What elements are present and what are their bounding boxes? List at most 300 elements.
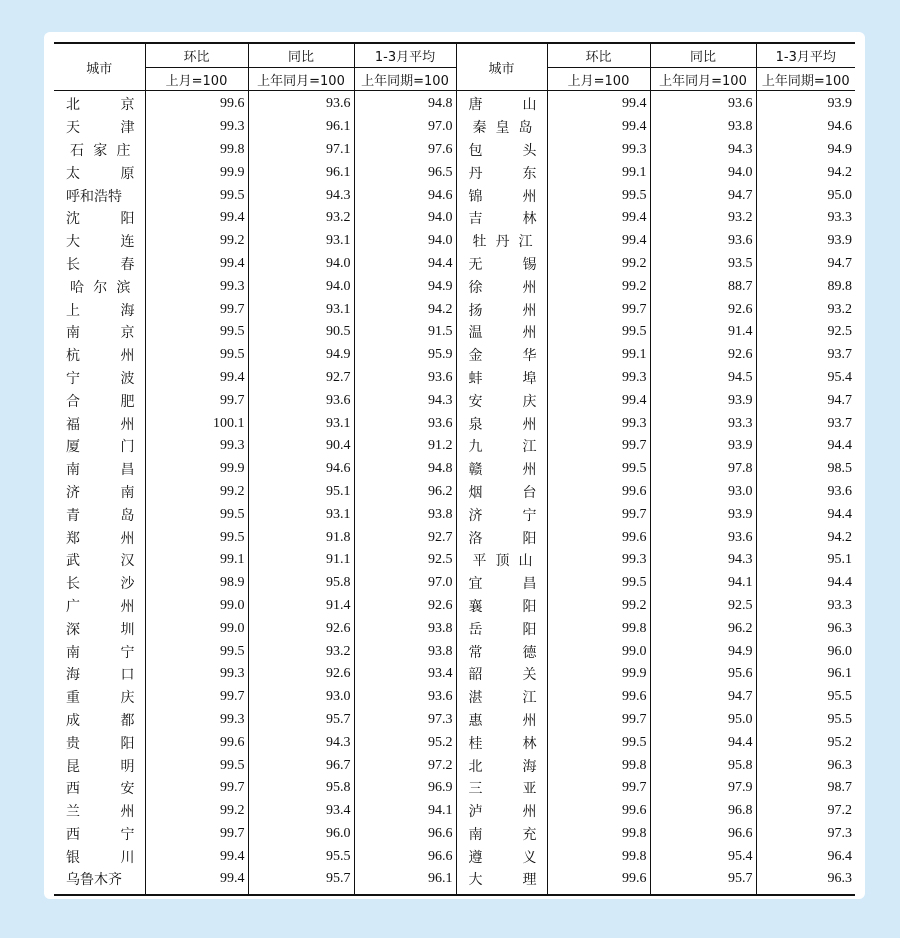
mom-value-right: 99.8 bbox=[547, 617, 650, 640]
avg-value-right: 97.2 bbox=[756, 800, 855, 823]
yoy-value-right: 94.3 bbox=[650, 549, 756, 572]
mom-value-right: 99.6 bbox=[547, 800, 650, 823]
mom-value-left: 99.5 bbox=[145, 526, 248, 549]
yoy-value-left: 93.2 bbox=[248, 207, 354, 230]
avg-value-right: 95.1 bbox=[756, 549, 855, 572]
avg-value-right: 92.5 bbox=[756, 321, 855, 344]
city-label: 牡 丹 江 bbox=[472, 234, 533, 251]
table-row bbox=[54, 731, 855, 754]
mom-value-left: 99.7 bbox=[145, 389, 248, 412]
header-mom-left: 环比 bbox=[145, 43, 248, 68]
header-yoy-right: 同比 bbox=[650, 43, 756, 68]
city-name-right bbox=[456, 412, 547, 435]
header-city-right: 城市 bbox=[456, 43, 547, 91]
avg-value-left: 93.6 bbox=[354, 367, 456, 390]
mom-value-left: 99.5 bbox=[145, 503, 248, 526]
yoy-value-left: 95.8 bbox=[248, 777, 354, 800]
table-row bbox=[54, 275, 855, 298]
header-city-left: 城市 bbox=[86, 61, 113, 77]
city-label: 大 理 bbox=[468, 872, 537, 889]
city-name-left bbox=[54, 526, 145, 549]
yoy-value-right: 93.6 bbox=[650, 91, 756, 116]
yoy-value-right: 93.2 bbox=[650, 207, 756, 230]
avg-value-right: 96.4 bbox=[756, 845, 855, 868]
mom-value-right: 99.6 bbox=[547, 686, 650, 709]
city-name-left bbox=[54, 777, 145, 800]
mom-value-left: 99.8 bbox=[145, 139, 248, 162]
city-name-left bbox=[54, 686, 145, 709]
city-label: 西 安 bbox=[66, 781, 135, 798]
yoy-value-right: 95.0 bbox=[650, 709, 756, 732]
mom-value-left: 99.2 bbox=[145, 230, 248, 253]
avg-value-left: 93.4 bbox=[354, 663, 456, 686]
table-row bbox=[54, 777, 855, 800]
city-name-left bbox=[54, 503, 145, 526]
city-name-left bbox=[54, 868, 145, 895]
avg-value-left: 97.0 bbox=[354, 572, 456, 595]
mom-value-right: 99.6 bbox=[547, 868, 650, 895]
table-row bbox=[54, 230, 855, 253]
yoy-value-right: 95.4 bbox=[650, 845, 756, 868]
yoy-value-left: 90.4 bbox=[248, 435, 354, 458]
table-row bbox=[54, 845, 855, 868]
yoy-value-left: 94.0 bbox=[248, 275, 354, 298]
yoy-value-left: 95.5 bbox=[248, 845, 354, 868]
city-label: 包 头 bbox=[468, 142, 537, 159]
mom-value-right: 99.3 bbox=[547, 549, 650, 572]
yoy-value-right: 94.4 bbox=[650, 731, 756, 754]
city-label: 安 庆 bbox=[468, 393, 537, 410]
avg-value-left: 97.2 bbox=[354, 754, 456, 777]
table-row bbox=[54, 139, 855, 162]
price-index-table bbox=[54, 42, 855, 896]
city-label: 南 昌 bbox=[66, 462, 135, 479]
mom-value-right: 99.4 bbox=[547, 116, 650, 139]
city-name-left bbox=[54, 275, 145, 298]
city-label: 蚌 埠 bbox=[468, 370, 537, 387]
yoy-value-right: 97.8 bbox=[650, 458, 756, 481]
mom-value-right: 99.0 bbox=[547, 640, 650, 663]
city-name-left bbox=[54, 207, 145, 230]
avg-value-left: 96.6 bbox=[354, 823, 456, 846]
table-card bbox=[44, 32, 865, 899]
mom-value-right: 99.1 bbox=[547, 344, 650, 367]
avg-value-left: 94.2 bbox=[354, 298, 456, 321]
avg-value-left: 96.9 bbox=[354, 777, 456, 800]
yoy-value-right: 94.9 bbox=[650, 640, 756, 663]
avg-value-right: 93.9 bbox=[756, 230, 855, 253]
city-label: 石 家 庄 bbox=[70, 142, 131, 159]
avg-value-right: 96.3 bbox=[756, 617, 855, 640]
mom-value-right: 99.5 bbox=[547, 321, 650, 344]
yoy-value-left: 92.7 bbox=[248, 367, 354, 390]
yoy-value-right: 92.6 bbox=[650, 344, 756, 367]
avg-value-right: 94.9 bbox=[756, 139, 855, 162]
mom-value-right: 99.5 bbox=[547, 184, 650, 207]
city-label: 吉 林 bbox=[468, 211, 537, 228]
yoy-value-right: 93.9 bbox=[650, 435, 756, 458]
mom-value-left: 99.5 bbox=[145, 754, 248, 777]
yoy-value-left: 90.5 bbox=[248, 321, 354, 344]
header-mom-base-left: 上月=100 bbox=[145, 68, 248, 91]
city-label: 岳 阳 bbox=[468, 621, 537, 638]
city-name-left bbox=[54, 823, 145, 846]
city-name-left bbox=[54, 161, 145, 184]
mom-value-left: 99.3 bbox=[145, 435, 248, 458]
city-label: 沈 阳 bbox=[66, 211, 135, 228]
yoy-value-right: 93.3 bbox=[650, 412, 756, 435]
city-label: 遵 义 bbox=[468, 849, 537, 866]
table-row bbox=[54, 458, 855, 481]
table-row bbox=[54, 298, 855, 321]
city-label: 呼和浩特 bbox=[66, 188, 122, 205]
mom-value-left: 100.1 bbox=[145, 412, 248, 435]
city-label: 金 华 bbox=[468, 348, 537, 365]
header-yoy-left: 同比 bbox=[248, 43, 354, 68]
yoy-value-right: 95.6 bbox=[650, 663, 756, 686]
city-name-right bbox=[456, 139, 547, 162]
city-name-right bbox=[456, 800, 547, 823]
city-name-left bbox=[54, 321, 145, 344]
city-label: 赣 州 bbox=[468, 462, 537, 479]
table-row bbox=[54, 868, 855, 895]
mom-value-right: 99.5 bbox=[547, 458, 650, 481]
yoy-value-right: 93.8 bbox=[650, 116, 756, 139]
mom-value-right: 99.7 bbox=[547, 298, 650, 321]
city-label: 襄 阳 bbox=[468, 598, 537, 615]
table-row bbox=[54, 184, 855, 207]
mom-value-left: 99.7 bbox=[145, 686, 248, 709]
yoy-value-right: 93.6 bbox=[650, 230, 756, 253]
city-name-right bbox=[456, 572, 547, 595]
avg-value-right: 96.1 bbox=[756, 663, 855, 686]
city-name-left bbox=[54, 549, 145, 572]
city-name-right bbox=[456, 868, 547, 895]
avg-value-right: 94.7 bbox=[756, 253, 855, 276]
city-name-left bbox=[54, 230, 145, 253]
avg-value-left: 97.6 bbox=[354, 139, 456, 162]
city-name-right bbox=[456, 640, 547, 663]
table-row bbox=[54, 800, 855, 823]
city-name-left bbox=[54, 367, 145, 390]
table-row bbox=[54, 595, 855, 618]
mom-value-right: 99.4 bbox=[547, 91, 650, 116]
city-name-right bbox=[456, 435, 547, 458]
city-label: 福 州 bbox=[66, 416, 135, 433]
avg-value-right: 95.5 bbox=[756, 709, 855, 732]
yoy-value-right: 96.8 bbox=[650, 800, 756, 823]
avg-value-right: 94.2 bbox=[756, 526, 855, 549]
city-label: 锦 州 bbox=[468, 188, 537, 205]
avg-value-right: 96.3 bbox=[756, 754, 855, 777]
mom-value-right: 99.3 bbox=[547, 367, 650, 390]
city-name-left bbox=[54, 389, 145, 412]
avg-value-right: 98.5 bbox=[756, 458, 855, 481]
mom-value-right: 99.4 bbox=[547, 230, 650, 253]
avg-value-right: 93.2 bbox=[756, 298, 855, 321]
mom-value-right: 99.2 bbox=[547, 253, 650, 276]
mom-value-left: 99.4 bbox=[145, 253, 248, 276]
table-row bbox=[54, 617, 855, 640]
mom-value-right: 99.6 bbox=[547, 526, 650, 549]
yoy-value-left: 96.7 bbox=[248, 754, 354, 777]
header-avg-right: 1-3月平均 bbox=[756, 43, 855, 68]
yoy-value-left: 95.7 bbox=[248, 709, 354, 732]
city-name-left bbox=[54, 595, 145, 618]
yoy-value-right: 92.5 bbox=[650, 595, 756, 618]
table-row bbox=[54, 91, 855, 116]
city-label: 上 海 bbox=[66, 302, 135, 319]
avg-value-left: 94.0 bbox=[354, 230, 456, 253]
yoy-value-right: 94.7 bbox=[650, 686, 756, 709]
city-name-left bbox=[54, 640, 145, 663]
avg-value-left: 94.0 bbox=[354, 207, 456, 230]
table-row bbox=[54, 640, 855, 663]
city-label: 丹 东 bbox=[468, 165, 537, 182]
city-label: 贵 阳 bbox=[66, 735, 135, 752]
mom-value-right: 99.2 bbox=[547, 595, 650, 618]
city-name-right bbox=[456, 458, 547, 481]
yoy-value-left: 96.0 bbox=[248, 823, 354, 846]
table-row bbox=[54, 526, 855, 549]
yoy-value-right: 96.6 bbox=[650, 823, 756, 846]
avg-value-left: 93.6 bbox=[354, 686, 456, 709]
avg-value-left: 94.3 bbox=[354, 389, 456, 412]
yoy-value-right: 93.0 bbox=[650, 481, 756, 504]
mom-value-left: 99.6 bbox=[145, 731, 248, 754]
city-label: 唐 山 bbox=[468, 97, 537, 114]
city-label: 温 州 bbox=[468, 325, 537, 342]
city-name-right bbox=[456, 321, 547, 344]
mom-value-left: 99.6 bbox=[145, 91, 248, 116]
yoy-value-right: 93.6 bbox=[650, 526, 756, 549]
yoy-value-left: 93.0 bbox=[248, 686, 354, 709]
mom-value-left: 99.0 bbox=[145, 617, 248, 640]
yoy-value-left: 93.6 bbox=[248, 389, 354, 412]
city-label: 南 充 bbox=[468, 826, 537, 843]
header-avg-base-right: 上年同期=100 bbox=[756, 68, 855, 91]
mom-value-right: 99.4 bbox=[547, 389, 650, 412]
city-label: 扬 州 bbox=[468, 302, 537, 319]
yoy-value-left: 92.6 bbox=[248, 663, 354, 686]
city-name-left bbox=[54, 253, 145, 276]
yoy-value-left: 94.3 bbox=[248, 731, 354, 754]
yoy-value-left: 94.9 bbox=[248, 344, 354, 367]
city-name-right bbox=[456, 116, 547, 139]
mom-value-left: 99.2 bbox=[145, 481, 248, 504]
avg-value-right: 94.6 bbox=[756, 116, 855, 139]
mom-value-right: 99.8 bbox=[547, 754, 650, 777]
avg-value-right: 95.2 bbox=[756, 731, 855, 754]
avg-value-right: 93.7 bbox=[756, 344, 855, 367]
city-label: 南 京 bbox=[66, 325, 135, 342]
avg-value-left: 93.8 bbox=[354, 503, 456, 526]
city-name-right bbox=[456, 230, 547, 253]
avg-value-left: 94.6 bbox=[354, 184, 456, 207]
city-name-left bbox=[54, 344, 145, 367]
yoy-value-left: 93.1 bbox=[248, 412, 354, 435]
header-avg-base-left: 上年同期=100 bbox=[354, 68, 456, 91]
yoy-value-right: 94.7 bbox=[650, 184, 756, 207]
mom-value-right: 99.5 bbox=[547, 731, 650, 754]
avg-value-right: 89.8 bbox=[756, 275, 855, 298]
table-row bbox=[54, 367, 855, 390]
mom-value-right: 99.3 bbox=[547, 412, 650, 435]
table-row bbox=[54, 161, 855, 184]
city-name-left bbox=[54, 458, 145, 481]
city-label: 北 京 bbox=[66, 97, 135, 114]
yoy-value-right: 92.6 bbox=[650, 298, 756, 321]
city-name-right bbox=[456, 344, 547, 367]
mom-value-right: 99.8 bbox=[547, 823, 650, 846]
city-label: 泸 州 bbox=[468, 804, 537, 821]
city-name-right bbox=[456, 709, 547, 732]
avg-value-right: 93.3 bbox=[756, 207, 855, 230]
avg-value-right: 96.3 bbox=[756, 868, 855, 895]
table-row bbox=[54, 503, 855, 526]
avg-value-right: 93.3 bbox=[756, 595, 855, 618]
mom-value-left: 99.3 bbox=[145, 275, 248, 298]
city-label: 杭 州 bbox=[66, 348, 135, 365]
city-label: 宁 波 bbox=[66, 370, 135, 387]
city-name-left bbox=[54, 754, 145, 777]
avg-value-right: 98.7 bbox=[756, 777, 855, 800]
table-row bbox=[54, 572, 855, 595]
city-name-right bbox=[456, 663, 547, 686]
mom-value-left: 99.9 bbox=[145, 161, 248, 184]
yoy-value-left: 92.6 bbox=[248, 617, 354, 640]
mom-value-right: 99.8 bbox=[547, 845, 650, 868]
city-name-left bbox=[54, 663, 145, 686]
avg-value-right: 95.5 bbox=[756, 686, 855, 709]
city-name-right bbox=[456, 275, 547, 298]
table-row bbox=[54, 435, 855, 458]
avg-value-right: 96.0 bbox=[756, 640, 855, 663]
avg-value-left: 97.3 bbox=[354, 709, 456, 732]
yoy-value-left: 95.7 bbox=[248, 868, 354, 895]
yoy-value-right: 95.8 bbox=[650, 754, 756, 777]
city-name-right bbox=[456, 754, 547, 777]
avg-value-left: 92.7 bbox=[354, 526, 456, 549]
city-name-right bbox=[456, 389, 547, 412]
city-name-right bbox=[456, 686, 547, 709]
avg-value-left: 94.4 bbox=[354, 253, 456, 276]
city-label: 九 江 bbox=[468, 439, 537, 456]
avg-value-left: 94.8 bbox=[354, 458, 456, 481]
mom-value-left: 99.1 bbox=[145, 549, 248, 572]
mom-value-right: 99.7 bbox=[547, 435, 650, 458]
table-body bbox=[54, 91, 855, 895]
city-label: 青 岛 bbox=[66, 507, 135, 524]
city-label: 太 原 bbox=[66, 165, 135, 182]
mom-value-right: 99.4 bbox=[547, 207, 650, 230]
header-yoy-base-right: 上年同月=100 bbox=[650, 68, 756, 91]
table-header bbox=[54, 43, 855, 91]
city-label: 兰 州 bbox=[66, 804, 135, 821]
city-name-left bbox=[54, 572, 145, 595]
mom-value-left: 99.4 bbox=[145, 367, 248, 390]
city-name-right bbox=[456, 184, 547, 207]
city-label: 三 亚 bbox=[468, 781, 537, 798]
table-row bbox=[54, 549, 855, 572]
mom-value-left: 99.4 bbox=[145, 868, 248, 895]
mom-value-right: 99.3 bbox=[547, 139, 650, 162]
city-label: 长 春 bbox=[66, 256, 135, 273]
city-label: 北 海 bbox=[468, 758, 537, 775]
yoy-value-right: 93.9 bbox=[650, 389, 756, 412]
yoy-value-left: 93.2 bbox=[248, 640, 354, 663]
header-yoy-base-left: 上年同月=100 bbox=[248, 68, 354, 91]
city-label: 海 口 bbox=[66, 667, 135, 684]
city-name-left bbox=[54, 800, 145, 823]
city-name-right bbox=[456, 845, 547, 868]
mom-value-left: 99.3 bbox=[145, 663, 248, 686]
city-name-right bbox=[456, 91, 547, 116]
city-name-left bbox=[54, 184, 145, 207]
city-label: 平 顶 山 bbox=[472, 553, 533, 570]
city-label: 郑 州 bbox=[66, 530, 135, 547]
yoy-value-left: 95.8 bbox=[248, 572, 354, 595]
avg-value-right: 94.4 bbox=[756, 572, 855, 595]
table-row bbox=[54, 116, 855, 139]
avg-value-left: 96.1 bbox=[354, 868, 456, 895]
city-label: 烟 台 bbox=[468, 484, 537, 501]
avg-value-left: 96.2 bbox=[354, 481, 456, 504]
city-label: 无 锡 bbox=[468, 256, 537, 273]
yoy-value-right: 96.2 bbox=[650, 617, 756, 640]
city-name-left bbox=[54, 731, 145, 754]
mom-value-left: 99.9 bbox=[145, 458, 248, 481]
yoy-value-right: 94.5 bbox=[650, 367, 756, 390]
table-row bbox=[54, 686, 855, 709]
city-label: 桂 林 bbox=[468, 735, 537, 752]
mom-value-right: 99.5 bbox=[547, 572, 650, 595]
mom-value-right: 99.6 bbox=[547, 481, 650, 504]
table-row bbox=[54, 207, 855, 230]
yoy-value-left: 96.1 bbox=[248, 161, 354, 184]
yoy-value-left: 91.8 bbox=[248, 526, 354, 549]
mom-value-left: 99.7 bbox=[145, 823, 248, 846]
city-label: 大 连 bbox=[66, 234, 135, 251]
yoy-value-right: 95.7 bbox=[650, 868, 756, 895]
avg-value-left: 92.5 bbox=[354, 549, 456, 572]
city-label: 济 南 bbox=[66, 484, 135, 501]
city-label: 西 宁 bbox=[66, 826, 135, 843]
yoy-value-right: 94.3 bbox=[650, 139, 756, 162]
mom-value-left: 99.4 bbox=[145, 207, 248, 230]
city-label: 重 庆 bbox=[66, 690, 135, 707]
yoy-value-left: 94.3 bbox=[248, 184, 354, 207]
city-label: 银 川 bbox=[66, 849, 135, 866]
city-name-right bbox=[456, 253, 547, 276]
city-name-right bbox=[456, 367, 547, 390]
city-label: 秦 皇 岛 bbox=[472, 120, 533, 137]
city-name-left bbox=[54, 412, 145, 435]
yoy-value-left: 93.1 bbox=[248, 298, 354, 321]
city-label: 韶 关 bbox=[468, 667, 537, 684]
city-label: 泉 州 bbox=[468, 416, 537, 433]
table-row bbox=[54, 754, 855, 777]
city-name-right bbox=[456, 503, 547, 526]
avg-value-right: 94.2 bbox=[756, 161, 855, 184]
header-avg-left: 1-3月平均 bbox=[354, 43, 456, 68]
yoy-value-left: 97.1 bbox=[248, 139, 354, 162]
city-label: 济 宁 bbox=[468, 507, 537, 524]
yoy-value-left: 93.6 bbox=[248, 91, 354, 116]
mom-value-right: 99.7 bbox=[547, 503, 650, 526]
city-name-left bbox=[54, 709, 145, 732]
mom-value-left: 99.2 bbox=[145, 800, 248, 823]
